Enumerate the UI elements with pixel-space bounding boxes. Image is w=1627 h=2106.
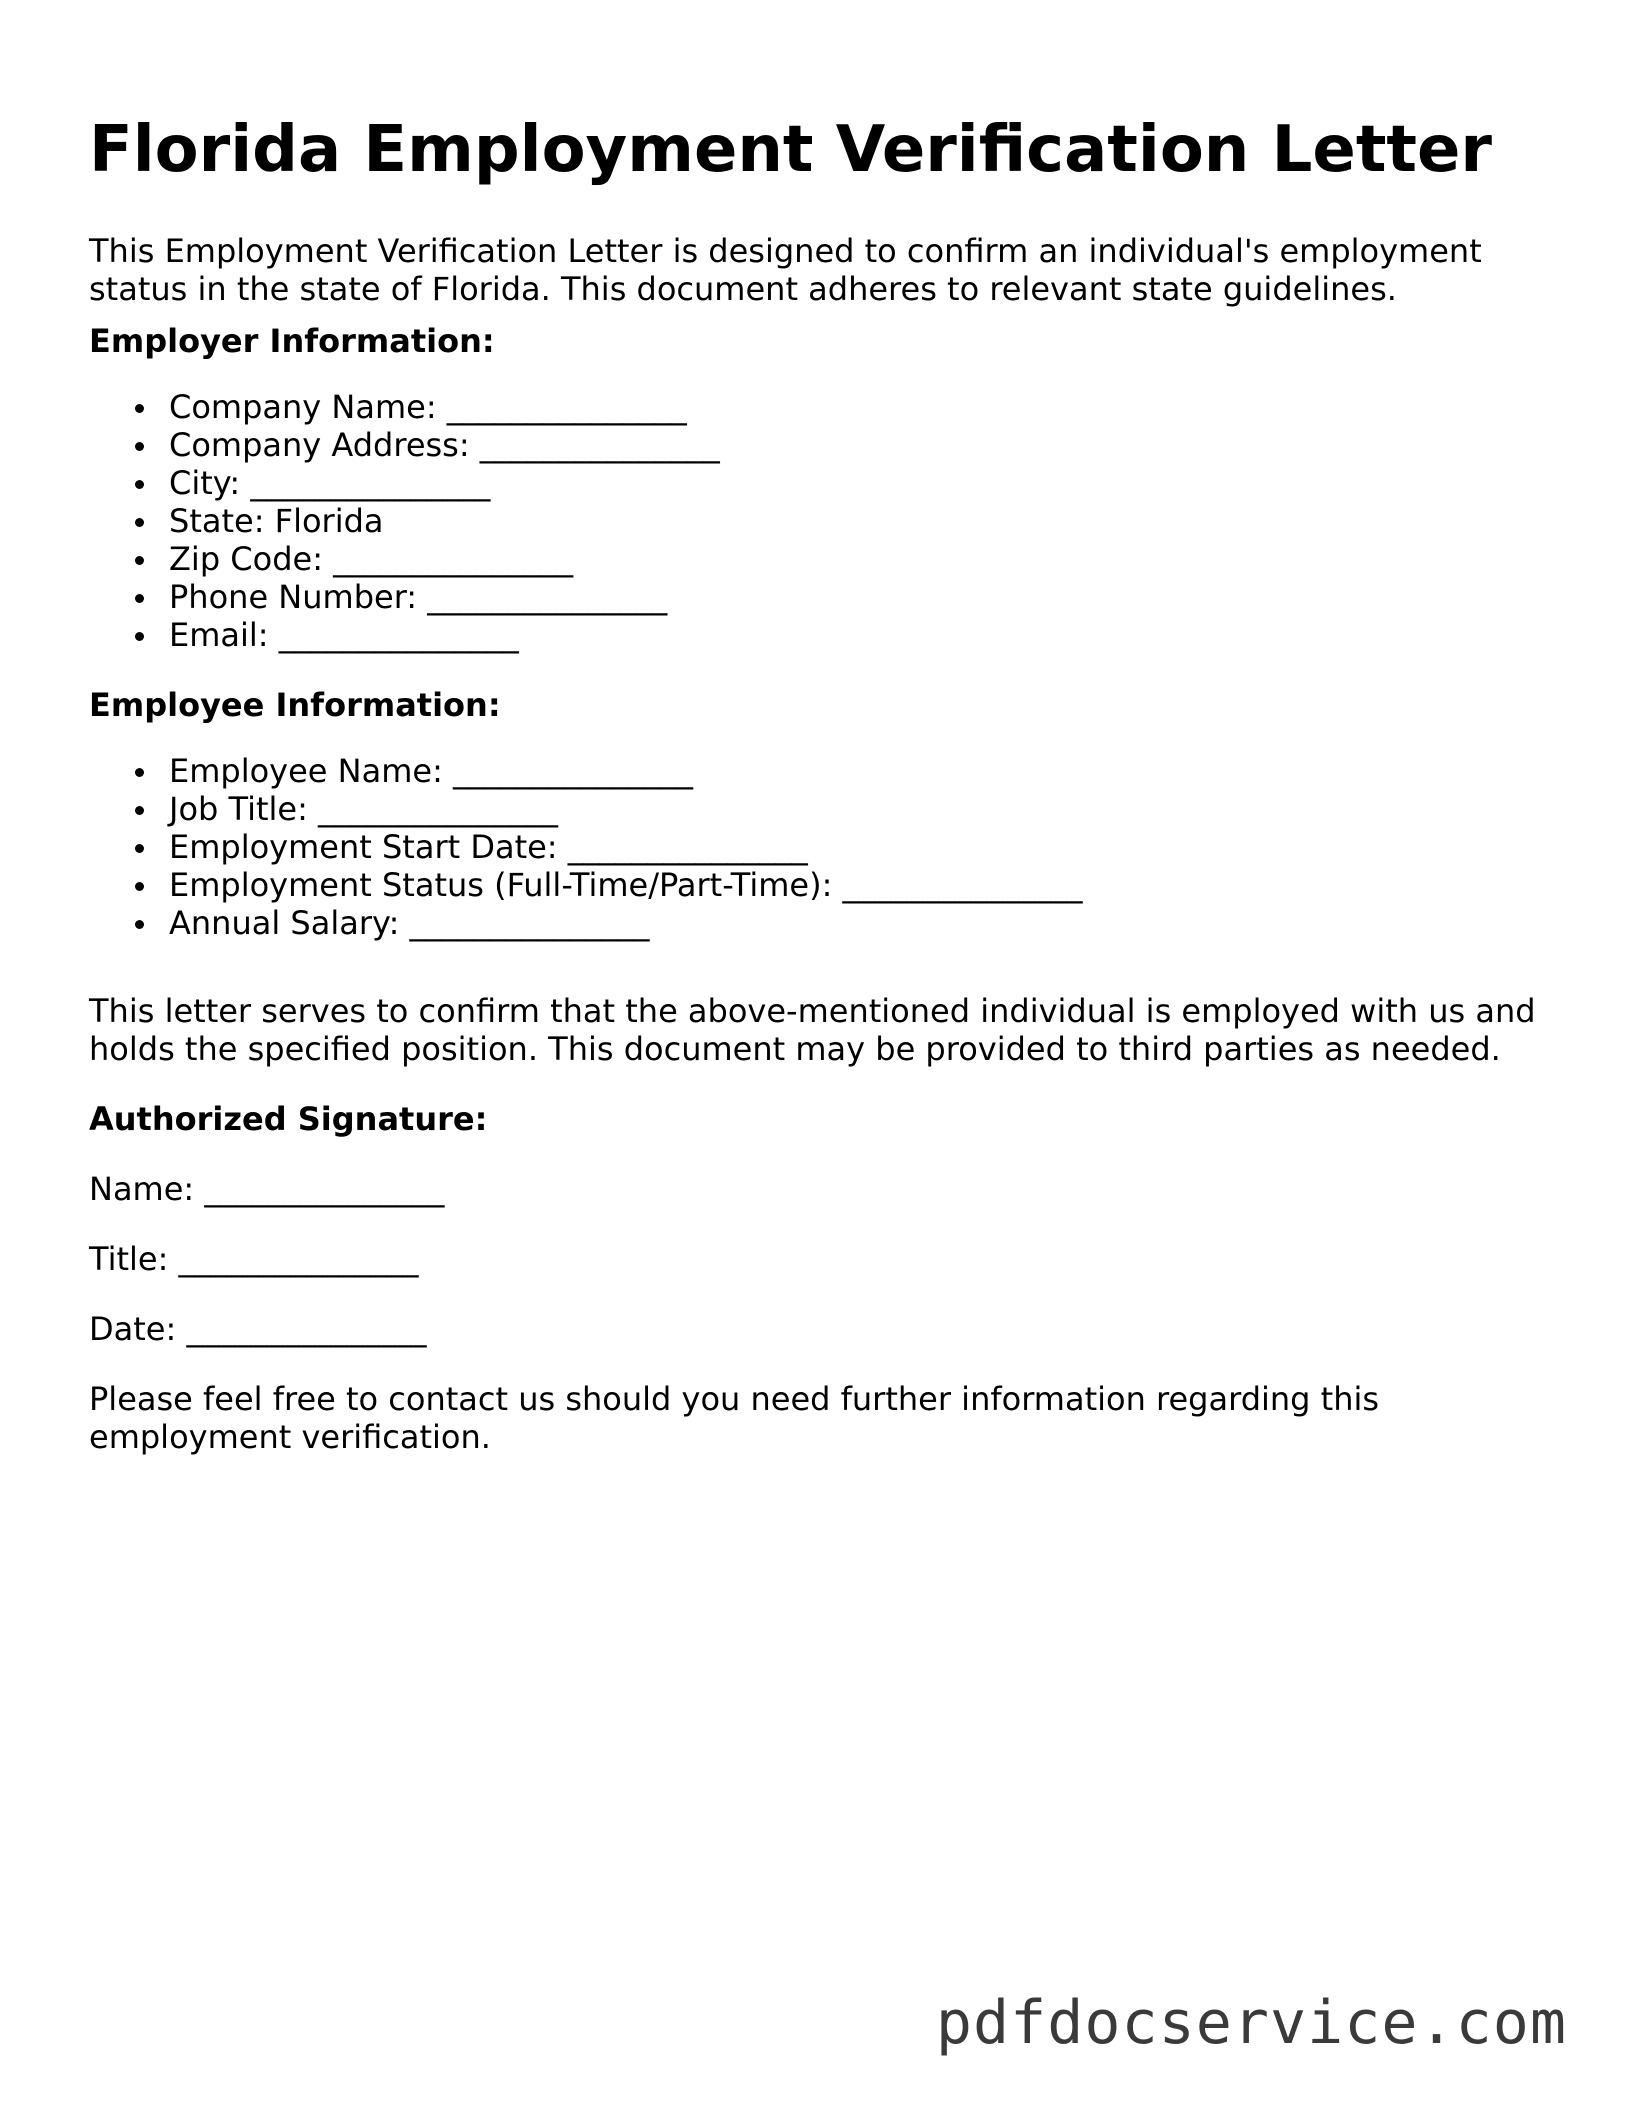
job-title-field: Job Title: _______________ <box>169 790 559 828</box>
employer-list <box>89 388 720 654</box>
annual-salary-field: Annual Salary: _______________ <box>169 904 650 942</box>
list-item <box>89 828 1083 866</box>
bullet-icon <box>135 442 144 451</box>
bullet-icon <box>135 480 144 489</box>
list-item <box>89 464 720 502</box>
bullet-icon <box>135 556 144 565</box>
list-item <box>89 426 720 464</box>
bullet-icon <box>135 882 144 891</box>
list-item <box>89 752 1083 790</box>
email-field: Email: _______________ <box>169 616 519 654</box>
document-title: Florida Employment Verification Letter <box>89 113 1492 187</box>
employer-heading: Employer Information: <box>89 322 495 360</box>
list-item <box>89 540 720 578</box>
bullet-icon <box>135 844 144 853</box>
list-item <box>89 578 720 616</box>
employment-status-field: Employment Status (Full-Time/Part-Time): _______________ <box>169 866 1083 904</box>
phone-number-field: Phone Number: _______________ <box>169 578 668 616</box>
bullet-icon <box>135 404 144 413</box>
list-item <box>89 616 720 654</box>
bullet-icon <box>135 518 144 527</box>
start-date-field: Employment Start Date: _______________ <box>169 828 808 866</box>
list-item <box>89 388 720 426</box>
bullet-icon <box>135 920 144 929</box>
employee-list <box>89 752 1083 942</box>
company-address-field: Company Address: _______________ <box>169 426 720 464</box>
confirmation-paragraph: This letter serves to confirm that the above-mentioned individual is employed with us and holds the specified position. This document may be provided to third parties as needed. <box>89 992 1536 1068</box>
bullet-icon <box>135 768 144 777</box>
city-field: City: _______________ <box>169 464 491 502</box>
bullet-icon <box>135 632 144 641</box>
zip-code-field: Zip Code: _______________ <box>169 540 574 578</box>
list-item <box>89 904 1083 942</box>
list-item <box>89 502 720 540</box>
company-name-field: Company Name: _______________ <box>169 388 687 426</box>
signature-title-line: Title: _______________ <box>89 1240 419 1278</box>
watermark: pdfdocservice.com <box>935 1988 1567 2058</box>
employee-name-field: Employee Name: _______________ <box>169 752 694 790</box>
employee-heading: Employee Information: <box>89 686 501 724</box>
bullet-icon <box>135 594 144 603</box>
signature-date-line: Date: _______________ <box>89 1310 427 1348</box>
state-field: State: Florida <box>169 502 384 540</box>
list-item <box>89 790 1083 828</box>
signature-heading: Authorized Signature: <box>89 1100 488 1138</box>
closing-paragraph: Please feel free to contact us should you need further information regarding this employment verification. <box>89 1380 1380 1456</box>
list-item <box>89 866 1083 904</box>
bullet-icon <box>135 806 144 815</box>
signature-name-line: Name: _______________ <box>89 1170 445 1208</box>
intro-paragraph: This Employment Verification Letter is designed to confirm an individual's employment status in the state of Florida. This document adheres to relevant state guidelines. <box>89 232 1482 308</box>
